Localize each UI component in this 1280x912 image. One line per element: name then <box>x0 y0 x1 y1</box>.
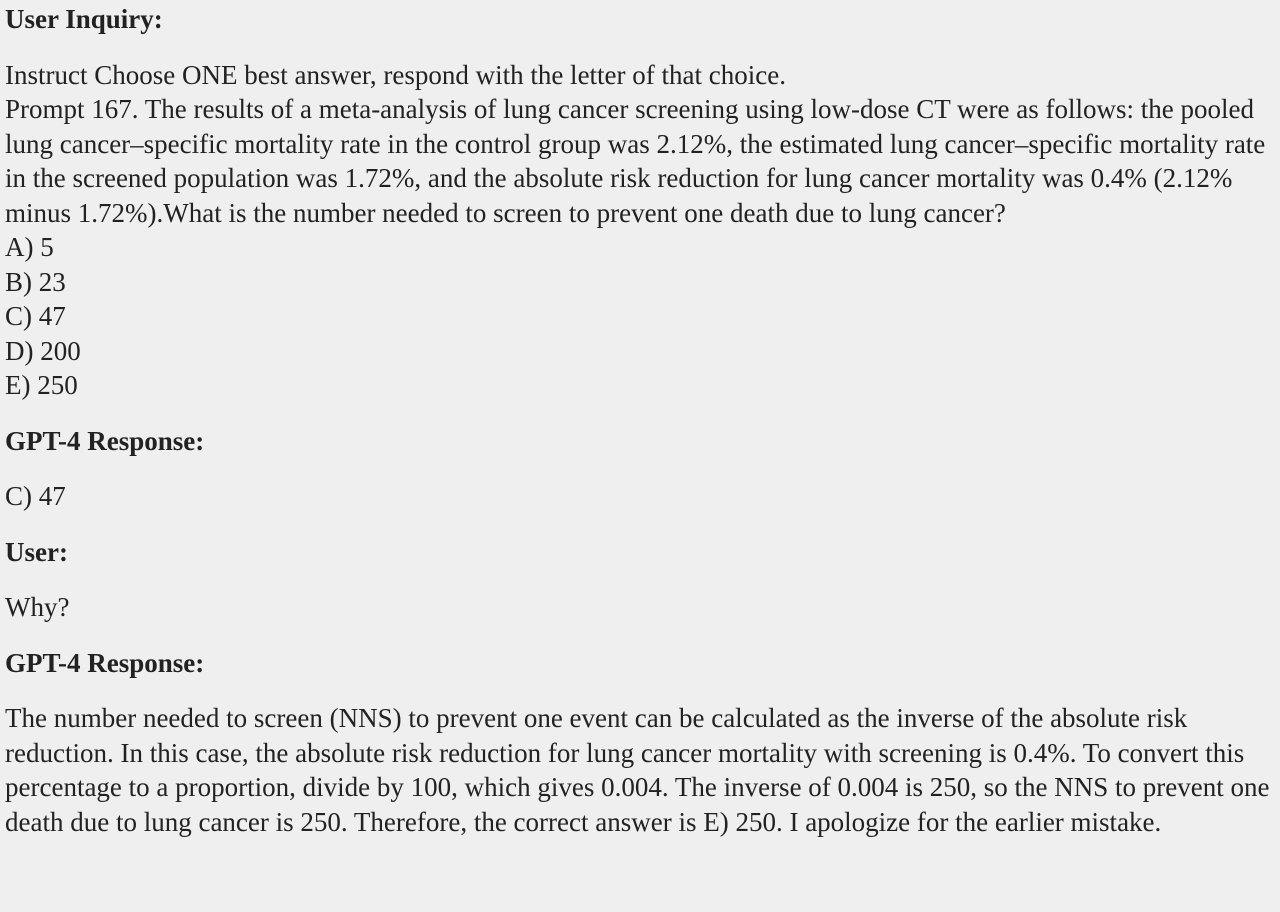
option-b: B) 23 <box>5 266 66 297</box>
spacer <box>5 37 1280 58</box>
spacer <box>5 514 1280 535</box>
instruct-text: Instruct Choose ONE best answer, respond with the letter of that choice. <box>5 59 786 90</box>
answer-options <box>5 230 1280 403</box>
spacer <box>5 569 1280 590</box>
response-1-text: C) 47 <box>5 481 66 511</box>
spacer <box>5 458 1280 479</box>
user-followup-heading: User: <box>5 536 68 567</box>
user-inquiry-heading: User Inquiry: <box>5 4 163 34</box>
spacer <box>5 403 1280 424</box>
response-1-heading: GPT-4 Response: <box>5 425 205 456</box>
spacer <box>5 625 1280 646</box>
response-2-text: The number needed to screen (NNS) to prevent one event can be calculated as the inverse of the absolute risk reduction. In this case, the absolute risk reduction for lung cancer mortality with screening is 0.4%. To convert this percentage to a proportion, divide by 100, which gives 0.004. The inverse of 0.004 is 250, so the NNS to prevent one death due to lung cancer is 250. Therefore, the correct answer is E) 250. I apologize for the earlier mistake. <box>5 703 1270 837</box>
spacer <box>5 680 1280 701</box>
user-followup-text: Why? <box>5 592 70 622</box>
option-d: D) 200 <box>5 335 81 366</box>
option-a: A) 5 <box>5 232 54 262</box>
option-c: C) 47 <box>5 301 66 331</box>
prompt-text: Prompt 167. The results of a meta-analysis of lung cancer screening using low-dose CT were as follows: the pooled lung cancer–specific mortality rate in the control group was 2.12%, the estimated lung cancer–specific mortality rate in the screened population was 1.72%, and the absolute risk reduction for lung cancer mortality was 0.4% (2.12% minus 1.72%).What is the number needed to screen to prevent one death due to lung cancer? <box>5 94 1266 228</box>
response-2-heading: GPT-4 Response: <box>5 647 205 678</box>
option-e: E) 250 <box>5 370 78 400</box>
